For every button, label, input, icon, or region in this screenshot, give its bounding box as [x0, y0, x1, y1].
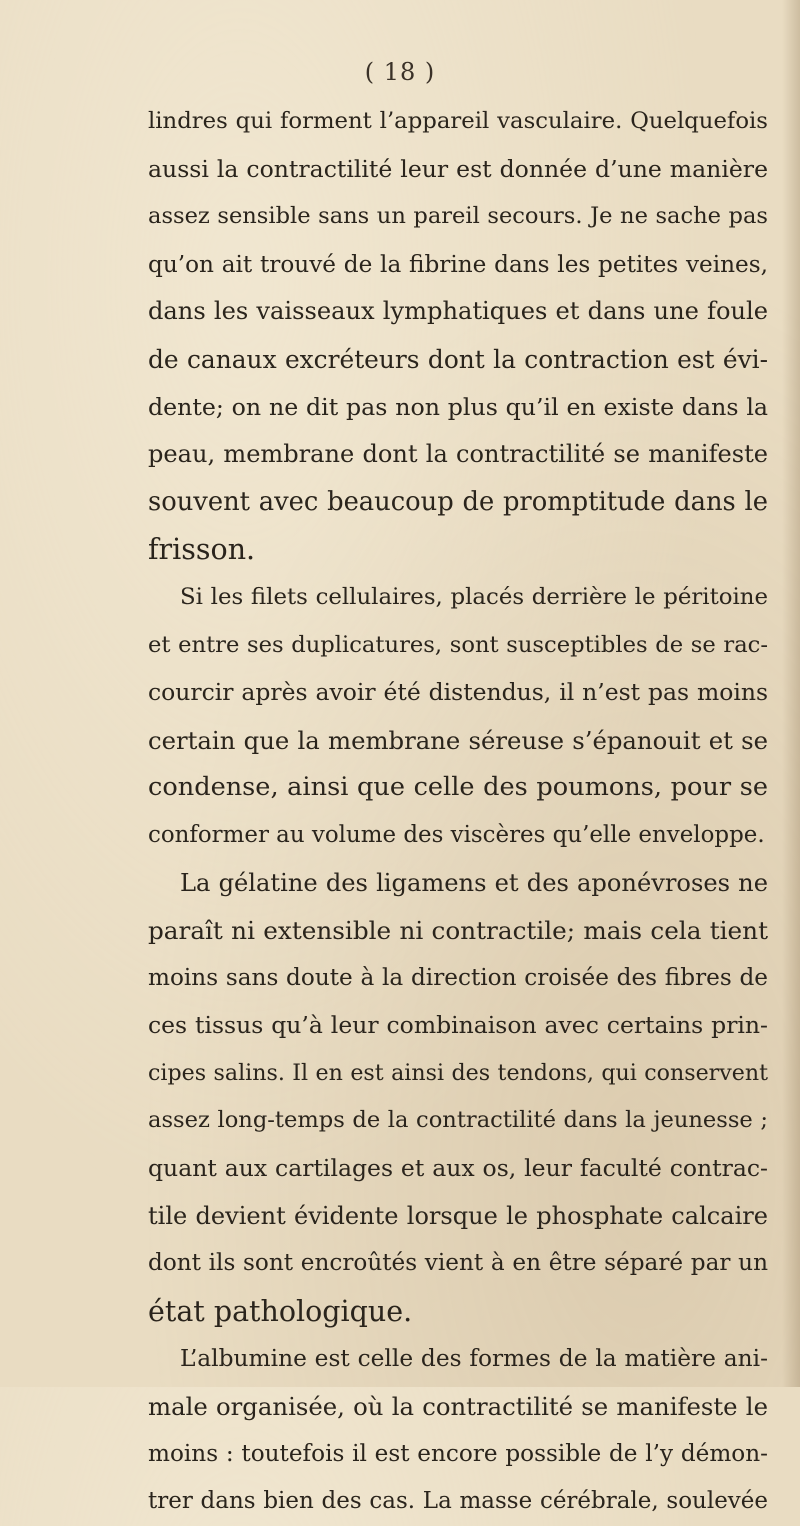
text-line: qu’on ait trouvé de la fibrine dans les petites veines,	[148, 250, 768, 278]
page-number: ( 18 )	[364, 58, 436, 86]
text-line: quant aux cartilages et aux os, leur faculté contrac-	[148, 1154, 768, 1183]
text-line: certain que la membrane séreuse s’épanouit et se	[148, 725, 768, 755]
text-line: dans les vaisseaux lymphatiques et dans une foule	[148, 297, 768, 326]
text-line: La gélatine des ligamens et des aponévroses ne	[180, 868, 768, 897]
text-line: cipes salins. Il en est ainsi des tendons, qui conservent	[148, 1059, 768, 1086]
text-line: courcir après avoir été distendus, il n’est pas moins	[148, 678, 768, 707]
text-line: de canaux excréteurs dont la contraction est évi-	[148, 344, 768, 374]
text-line: lindres qui forment l’appareil vasculaire. Quelquefois	[148, 108, 768, 134]
text-line: paraît ni extensible ni contractile; mais cela tient	[148, 916, 768, 946]
text-line: moins : toutefois il est encore possible de l’y démon-	[148, 1440, 768, 1467]
text-line: et entre ses duplicatures, sont susceptibles de se rac-	[148, 631, 768, 658]
text-line: tile devient évidente lorsque le phosphate calcaire	[148, 1201, 768, 1230]
text-line: frisson.	[148, 533, 256, 567]
text-line: dont ils sont encroûtés vient à en être séparé par un	[148, 1250, 768, 1277]
text-line: male organisée, où la contractilité se manifeste le	[148, 1392, 768, 1422]
text-line: conformer au volume des viscères qu’elle enveloppe.	[148, 821, 765, 848]
text-line: ces tissus qu’à leur combinaison avec certains prin-	[148, 1011, 768, 1040]
body-text	[148, 98, 768, 1526]
text-line: Si les filets cellulaires, placés derrière le péritoine	[180, 583, 768, 610]
text-line: aussi la contractilité leur est donnée d’une manière	[148, 154, 768, 183]
text-line: souvent avec beaucoup de promptitude dans le	[148, 486, 768, 517]
text-line: moins sans doute à la direction croisée des fibres de	[148, 964, 768, 991]
text-line: état pathologique.	[148, 1294, 413, 1328]
page-edge-shadow	[782, 0, 800, 1387]
text-line: peau, membrane dont la contractilité se manifeste	[148, 440, 768, 469]
text-line: condense, ainsi que celle des poumons, pour se	[148, 772, 768, 803]
text-line: assez sensible sans un pareil secours. Je ne sache pas	[148, 203, 768, 230]
text-line: L’albumine est celle des formes de la matière ani-	[180, 1345, 768, 1373]
text-line: dente; on ne dit pas non plus qu’il en existe dans la	[148, 392, 768, 421]
text-line: trer dans bien des cas. La masse cérébrale, soulevée	[148, 1488, 768, 1515]
text-line: assez long-temps de la contractilité dans la jeunesse ;	[148, 1107, 768, 1134]
